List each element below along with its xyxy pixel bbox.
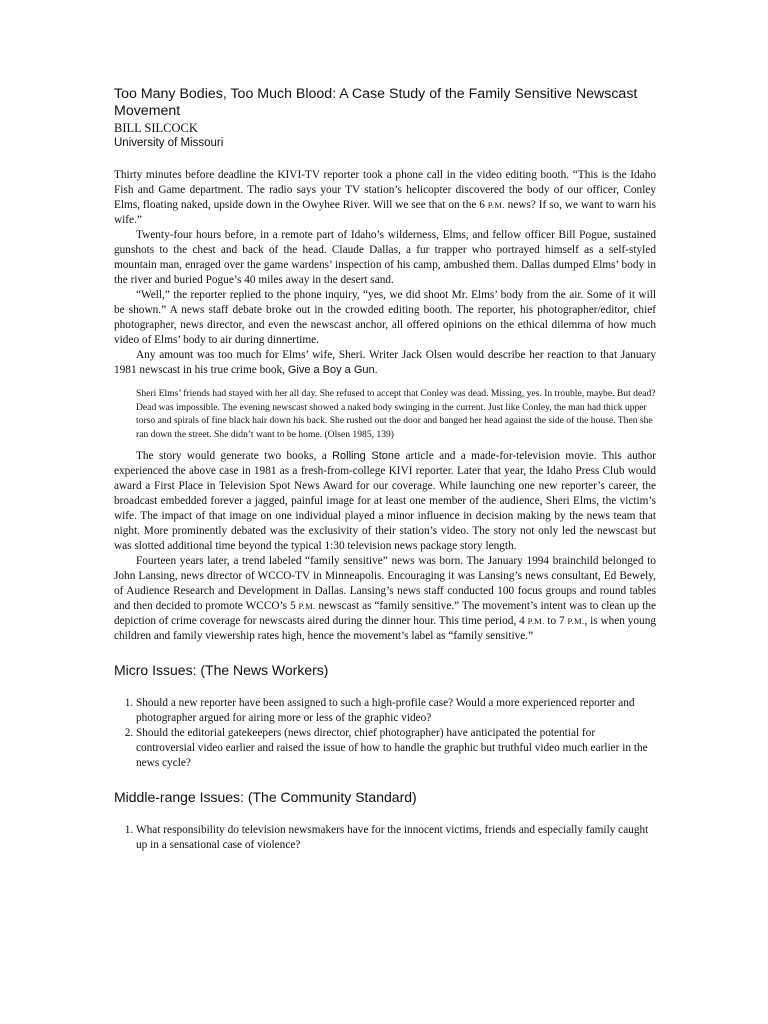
document-page	[114, 86, 656, 853]
micro-issues-list	[114, 696, 656, 771]
paragraph-3: “Well,” the reporter replied to the phone inquiry, “yes, we did shoot Mr. Elms’ body from the air. Some of it will be shown.” A news staff debate broke out in the crowded editing booth. The reporter, his photographer/editor, chief photographer, news director, and even the newscast anchor, all offered opinions on the ethical dilemma of how much video of Elms’ body to air during dinnertime.	[114, 289, 656, 346]
middle-range-issues-list	[114, 823, 656, 853]
micro-issues-heading: Micro Issues: (The News Workers)	[114, 662, 329, 678]
list-item: 2. Should the editorial gatekeepers (news director, chief photographer) have anticipated the potential for controversial video earlier and raised the issue of how to handle the graphic but truthful video much earlier in the news cycle?	[136, 726, 656, 771]
author-affiliation: University of Missouri	[114, 137, 224, 149]
paragraph-2: Twenty-four hours before, in a remote part of Idaho’s wilderness, Elms, and fellow officer Bill Pogue, sustained gunshots to the chest and back of the head. Claude Dallas, a fur trapper who portrayed himself as a self-styled mountain man, enraged over the game wardens’ inspection of his camp, ambushed them. Dallas dumped Elms’ body in the river and buried Pogue’s 40 miles away in the desert sand.	[114, 229, 656, 286]
list-item: 1. Should a new reporter have been assigned to such a high-profile case? Would a more experienced reporter and photographer argued for airing more or less of the graphic video?	[136, 696, 656, 726]
list-item: 1. What responsibility do television newsmakers have for the innocent victims, friends and especially family caught up in a sensational case of violence?	[136, 823, 656, 853]
paragraph-5: The story would generate two books, a Rolling Stone article and a made-for-television movie. This author experienced the above case in 1981 as a fresh-from-college KIVI reporter. Later that year, the Idaho Press Club would award a First Place in Television Spot News Award for our coverage. While launching one new reporter’s career, the broadcast embedded forever a jagged, painful image for at least one member of the audience, Sheri Elms, the victim’s wife. The impact of that image on one individual played a minor influence in decision making by the news team that night. More prominently debated was the exclusivity of their station’s video. The story not only led the newscast but was slotted additional time beyond the typical 1:30 television news package story length.	[114, 450, 656, 552]
paragraph-4: Any amount was too much for Elms’ wife, Sheri. Writer Jack Olsen would describe her reaction to that January 1981 newscast in his true crime book, Give a Boy a Gun.	[114, 349, 656, 376]
block-quote: Sheri Elms’ friends had stayed with her all day. She refused to accept that Conley was dead. Missing, yes. In trouble, maybe. But dead? Dead was impossible. The evening newscast showed a naked body swinging in the current. Just like Conley, the man had thick upper torso and spirals of fine black hair down his back. She rushed out the door and banged her head against the side of the house. Then she ran down the street. She didn’t want to be home. (Olsen 1985, 139)	[136, 388, 656, 440]
book-title: Give a Boy a Gun.	[287, 364, 378, 376]
paragraph-6: Fourteen years later, a trend labeled “family sensitive” news was born. The January 1994 brainchild belonged to John Lansing, news director of WCCO-TV in Minneapolis. Encouraging it was Lansing’s news consultant, Ed Bewely, of Audience Research and Development in Dallas. Lansing’s news staff conducted 100 focus groups and round tables and then decided to promote WCCO’s 5 P.M. newscast as “family sensitive.” The movement’s intent was to clean up the depiction of crime coverage for newscasts aired during the dinner hour. This time period, 4 P.M. to 7 P.M., is when young children and family viewership rates high, hence the movement’s label as “family sensitive.”	[114, 555, 657, 642]
middle-range-issues-heading: Middle-range Issues: (The Community Standard)	[114, 789, 417, 805]
article-title: Too Many Bodies, Too Much Blood: A Case Study of the Family Sensitive Newscast Movement	[114, 86, 638, 119]
article-body	[114, 168, 656, 644]
paragraph-1: Thirty minutes before deadline the KIVI-TV reporter took a phone call in the video editing booth. “This is the Idaho Fish and Game department. The radio says your TV station’s helicopter discovered the body of our officer, Conley Elms, floating naked, upside down in the Owyhee River. Will we see that on the 6 P.M. news? If so, we want to warn his wife.”	[114, 169, 656, 226]
magazine-title: Rolling Stone	[332, 450, 401, 462]
author-name: BILL SILCOCK	[114, 121, 198, 135]
